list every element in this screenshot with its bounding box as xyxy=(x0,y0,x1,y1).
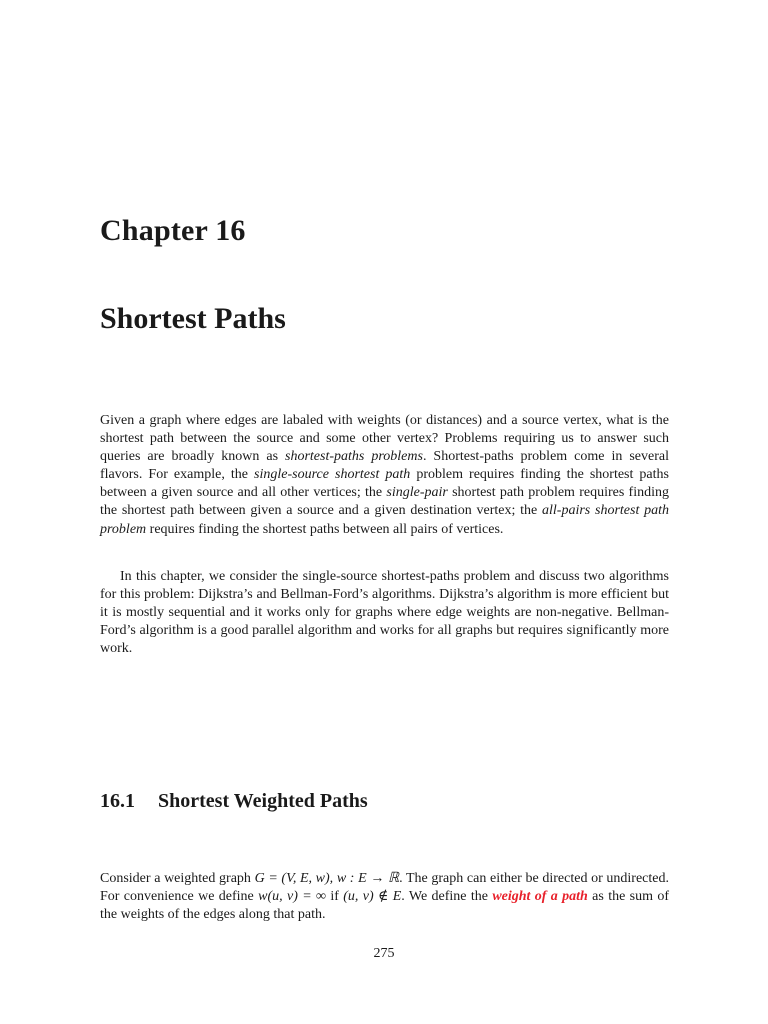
text-run: . We define the xyxy=(401,889,493,905)
section-heading xyxy=(100,790,368,813)
emphasis-shortest-paths-problems: shortest-paths problems xyxy=(285,449,423,465)
intro-paragraph-1 xyxy=(100,412,669,539)
text-run: Consider a weighted graph xyxy=(100,871,255,886)
math-graph-definition: G = (V, E, w), w : E → ℝ xyxy=(254,871,400,886)
math-not-edge: (u, v) ∉ E xyxy=(343,889,402,905)
text-run: Given a graph where edges are labaled with weights (or distances) and a source vertex, what is the shortest path between the source and some other vertex? Problems requiring us to answer such queries are broadly known as xyxy=(100,413,669,465)
text-run: requires finding the shortest paths between all pairs of vertices. xyxy=(146,521,504,537)
section-paragraph-1 xyxy=(100,870,669,924)
text-run: if xyxy=(325,889,344,905)
text-run: shortest path problem requires finding the shortest path between given a source and a given destination vertex; the xyxy=(100,485,669,519)
page-number: 275 xyxy=(373,946,395,961)
section-title: Shortest Weighted Paths xyxy=(158,790,368,812)
emphasis-single-source: single-source shortest path xyxy=(254,467,411,483)
definition-weight-of-a-path: weight of a path xyxy=(492,889,588,905)
chapter-label: Chapter 16 xyxy=(100,214,246,247)
math-infinite-weight: w(u, v) = ∞ xyxy=(258,889,326,905)
intro-paragraph-2: In this chapter, we consider the single-source shortest-paths problem and discuss two algorithms for this problem: Dijkstra’s and Bellman-Ford’s algorithms. Dijkstra’s algorithm is more efficient but it is mostly sequential and it works only for graphs where edge weights are non-negative. Bellman-Ford’s algorithm is a good parallel algorithm and works for all graphs but requires significantly more work. xyxy=(100,569,669,657)
text-run: problem requires finding the shortest paths between a given source and all other vertices; the xyxy=(100,467,669,501)
text-run: . The graph can either be directed or undirected. For convenience we define xyxy=(100,871,669,905)
text-run: as the sum of the weights of the edges along that path. xyxy=(100,889,669,923)
chapter-title: Shortest Paths xyxy=(100,302,286,335)
section-number: 16.1 xyxy=(100,790,135,812)
emphasis-single-pair: single-pair xyxy=(386,485,448,501)
emphasis-all-pairs: all-pairs shortest path problem xyxy=(100,503,669,537)
text-run: . Shortest-paths problem come in several flavors. For example, the xyxy=(100,449,669,483)
